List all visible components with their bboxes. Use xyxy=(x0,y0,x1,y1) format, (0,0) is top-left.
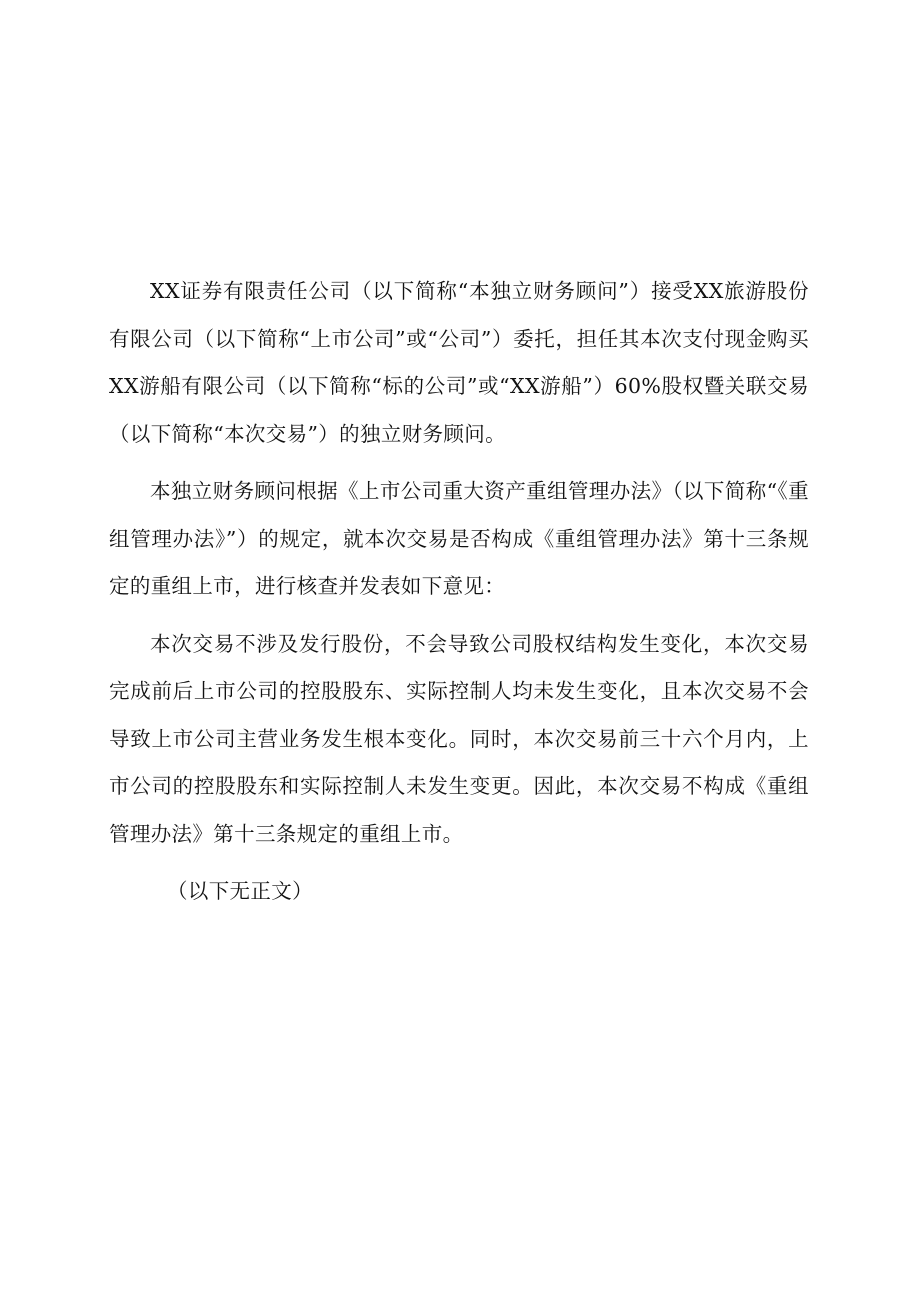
paragraph-legal-basis: 本独立财务顾问根据《上市公司重大资产重组管理办法》（以下简称“《重组管理办法》”）的规定，就本次交易是否构成《重组管理办法》第十三条规定的重组上市，进行核查并发表如下意见： xyxy=(109,479,809,598)
paragraph-engagement: XX证券有限责任公司（以下简称“本独立财务顾问”）接受XX旅游股份有限公司（以下简称“上市公司”或“公司”）委托，担任其本次支付现金购买XX游船有限公司（以下简称“标的公司”或“XX游船”）60%股权暨关联交易（以下简称“本次交易”）的独立财务顾问。 xyxy=(109,279,809,446)
paragraph-opinion: 本次交易不涉及发行股份，不会导致公司股权结构发生变化，本次交易完成前后上市公司的控股股东、实际控制人均未发生变化，且本次交易不会导致上市公司主营业务发生根本变化。同时，本次交易前三十六个月内，上市公司的控股股东和实际控制人未发生变更。因此，本次交易不构成《重组管理办法》第十三条规定的重组上市。 xyxy=(109,631,809,846)
document-body xyxy=(109,268,809,916)
closing-note: （以下无正文） xyxy=(167,879,313,903)
